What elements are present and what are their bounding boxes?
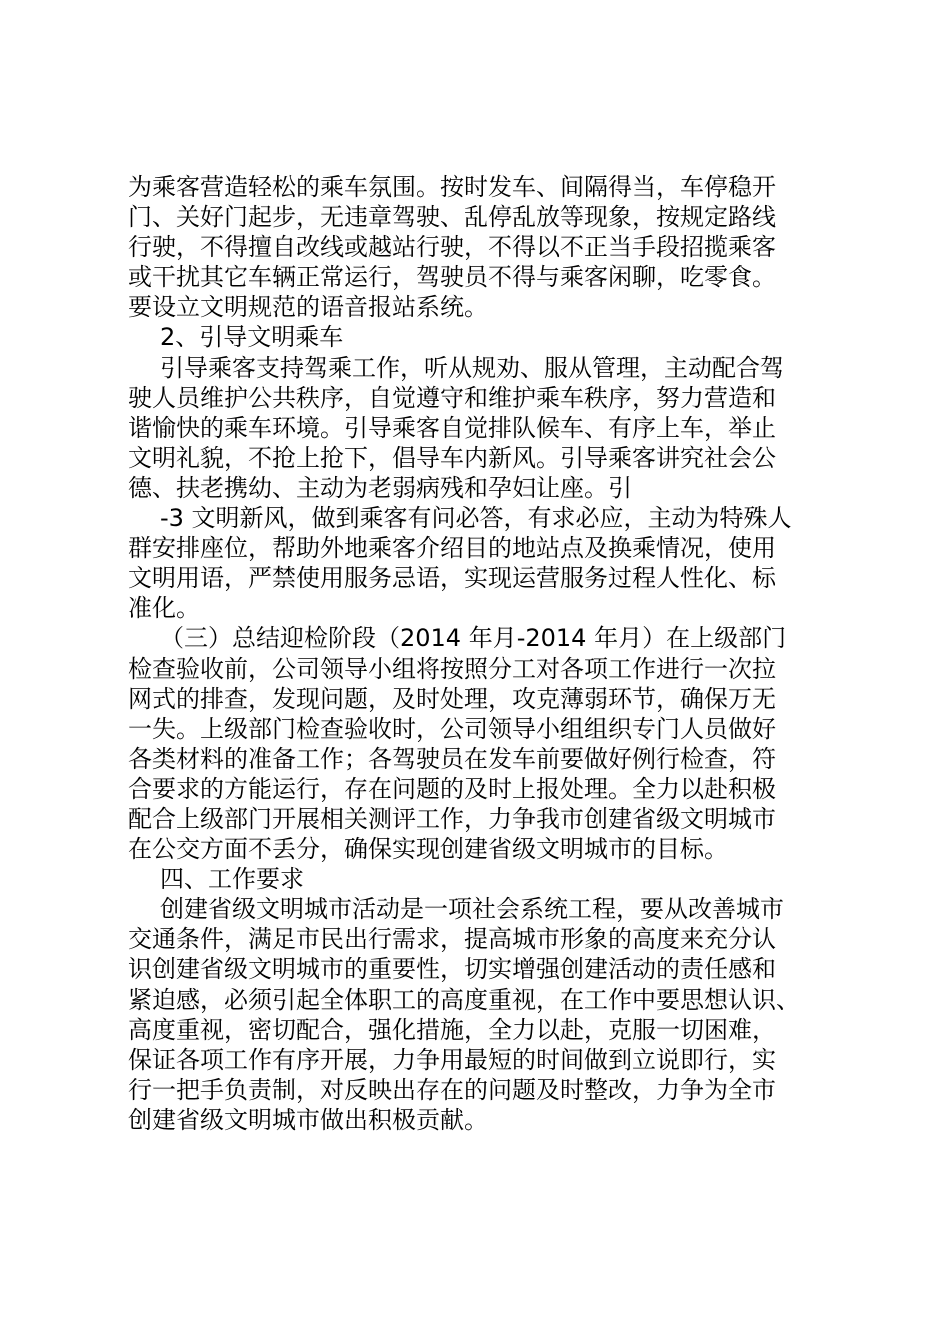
text-line: -3 文明新风，做到乘客有问必答，有求必应，主动为特殊人 xyxy=(160,504,792,533)
text-line: 创建省级文明城市做出积极贡献。 xyxy=(128,1105,488,1134)
text-line: 门、关好门起步，无违章驾驶、乱停乱放等现象，按规定路线 xyxy=(128,203,776,232)
text-line: 识创建省级文明城市的重要性，切实增强创建活动的责任感和 xyxy=(128,955,776,984)
text-line: 在公交方面不丢分，确保实现创建省级文明城市的目标。 xyxy=(128,835,728,864)
document-page xyxy=(128,172,828,1135)
text-line: 保证各项工作有序开展，力争用最短的时间做到立说即行，实 xyxy=(128,1045,776,1074)
section-heading: （三）总结迎检阶段（2014 年月-2014 年月）在上级部门 xyxy=(160,624,787,653)
text-line: 德、扶老携幼、主动为老弱病残和孕妇让座。引 xyxy=(128,473,632,502)
section-heading: 2、引导文明乘车 xyxy=(160,323,344,352)
text-line: 群安排座位，帮助外地乘客介绍目的地站点及换乘情况，使用 xyxy=(128,534,776,563)
text-line: 要设立文明规范的语音报站系统。 xyxy=(128,293,488,322)
text-line: 谐愉快的乘车环境。引导乘客自觉排队候车、有序上车，举止 xyxy=(128,413,776,442)
text-line: 驶人员维护公共秩序，自觉遵守和维护乘车秩序，努力营造和 xyxy=(128,383,776,412)
text-line: 引导乘客支持驾乘工作，听从规劝、服从管理，主动配合驾 xyxy=(160,353,784,382)
text-line: 网式的排查，发现问题，及时处理，攻克薄弱环节，确保万无 xyxy=(128,684,776,713)
text-line: 各类材料的准备工作；各驾驶员在发车前要做好例行检查，符 xyxy=(128,744,776,773)
text-line: 检查验收前，公司领导小组将按照分工对各项工作进行一次拉 xyxy=(128,654,776,683)
text-line: 行一把手负责制，对反映出存在的问题及时整改，力争为全市 xyxy=(128,1075,776,1104)
text-line: 准化。 xyxy=(128,594,200,623)
text-line: 文明礼貌，不抢上抢下，倡导车内新风。引导乘客讲究社会公 xyxy=(128,443,776,472)
text-line: 合要求的方能运行，存在问题的及时上报处理。全力以赴积极 xyxy=(128,774,776,803)
text-line: 行驶，不得擅自改线或越站行驶，不得以不正当手段招揽乘客 xyxy=(128,233,776,262)
text-line: 高度重视，密切配合，强化措施，全力以赴，克服一切困难， xyxy=(128,1015,776,1044)
text-line: 交通条件，满足市民出行需求，提高城市形象的高度来充分认 xyxy=(128,925,776,954)
text-line: 文明用语，严禁使用服务忌语，实现运营服务过程人性化、标 xyxy=(128,564,776,593)
section-heading: 四、工作要求 xyxy=(160,865,304,894)
text-line: 创建省级文明城市活动是一项社会系统工程，要从改善城市 xyxy=(160,895,784,924)
text-line: 一失。上级部门检查验收时，公司领导小组组织专门人员做好 xyxy=(128,714,776,743)
text-line: 或干扰其它车辆正常运行，驾驶员不得与乘客闲聊，吃零食。 xyxy=(128,263,776,292)
text-line: 为乘客营造轻松的乘车氛围。按时发车、间隔得当，车停稳开 xyxy=(128,173,776,201)
text-line: 配合上级部门开展相关测评工作，力争我市创建省级文明城市 xyxy=(128,804,776,833)
text-line: 紧迫感，必须引起全体职工的高度重视，在工作中要思想认识、 xyxy=(128,985,800,1014)
